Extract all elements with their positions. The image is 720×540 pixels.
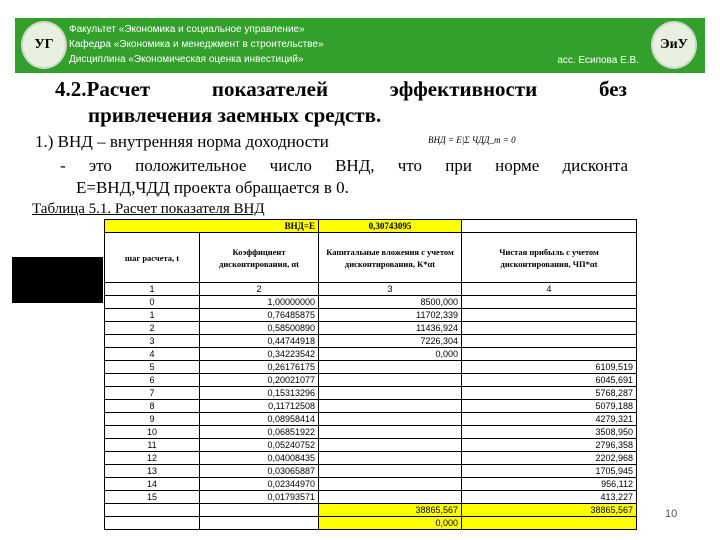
table-cell: 4279,321 — [462, 413, 637, 426]
table-cell — [319, 400, 462, 413]
col-number: 3 — [319, 283, 462, 296]
table-cell: 6 — [105, 374, 200, 387]
table-cell: 5079,188 — [462, 400, 637, 413]
table-caption: Таблица 5.1. Расчет показателя ВНД — [32, 201, 265, 217]
empty-cell — [105, 504, 200, 517]
table-cell — [319, 439, 462, 452]
table-cell: 0,04008435 — [200, 452, 319, 465]
table-row — [105, 400, 637, 413]
table-cell — [319, 465, 462, 478]
table-row — [105, 374, 637, 387]
department-logo: ЭиУ — [651, 21, 697, 69]
table-cell: 1,00000000 — [200, 296, 319, 309]
table-cell: 0,08958414 — [200, 413, 319, 426]
slide-title: 4.2.Расчет показателей эффективности без — [55, 77, 627, 101]
table-row — [105, 309, 637, 322]
header-step: шаг расчета, t — [105, 233, 200, 283]
table-cell: 5768,287 — [462, 387, 637, 400]
table-cell: 0,01793571 — [200, 491, 319, 504]
header-banner — [15, 18, 705, 73]
empty-cell — [462, 517, 637, 530]
table-cell: 10 — [105, 426, 200, 439]
table-cell: 6045,691 — [462, 374, 637, 387]
author: асс. Есипова Е.В. — [557, 55, 639, 66]
table-cell — [462, 309, 637, 322]
irr-table — [104, 219, 637, 530]
table-cell: 15 — [105, 491, 200, 504]
col-number: 2 — [200, 283, 319, 296]
header-profit: Чистая прибыль с учетом дисконтирования, ЧП*αt — [462, 233, 637, 283]
table-row — [105, 348, 637, 361]
empty-cell — [105, 517, 200, 530]
table-cell: 956,112 — [462, 478, 637, 491]
table-cell: 0,26176175 — [200, 361, 319, 374]
university-logo: УГ — [21, 21, 67, 69]
table-row — [105, 335, 637, 348]
table-cell: 7226,304 — [319, 335, 462, 348]
table-cell — [462, 296, 637, 309]
table-row — [105, 296, 637, 309]
npv-difference: 0,000 — [319, 517, 462, 530]
definition-text: - это положительное число ВНД, что при норме дисконта — [60, 156, 628, 175]
table-row — [105, 465, 637, 478]
table-cell: 11436,924 — [319, 322, 462, 335]
table-cell: 0,000 — [319, 348, 462, 361]
header-discount-factor: Коэффициент дисконтирования, αt — [200, 233, 319, 283]
table-cell: 1 — [105, 309, 200, 322]
table-cell: 0,11712508 — [200, 400, 319, 413]
summary-row — [105, 504, 637, 517]
table-cell: 0,20021077 — [200, 374, 319, 387]
table-row — [105, 413, 637, 426]
table-cell — [462, 348, 637, 361]
table-cell: 0 — [105, 296, 200, 309]
table-cell: 3 — [105, 335, 200, 348]
department-line: Кафедра «Экономика и менеджмент в строительстве» — [69, 39, 324, 50]
definition-text-2: Е=ВНД,ЧДД проекта обращается в 0. — [76, 178, 349, 197]
table-cell: 8 — [105, 400, 200, 413]
table-cell — [319, 452, 462, 465]
table-row — [105, 322, 637, 335]
table-row — [105, 439, 637, 452]
table-cell — [319, 387, 462, 400]
table-cell: 8500,000 — [319, 296, 462, 309]
table-row — [105, 426, 637, 439]
table-cell: 4 — [105, 348, 200, 361]
table-cell: 2 — [105, 322, 200, 335]
table-cell: 1705,945 — [462, 465, 637, 478]
table-row — [105, 452, 637, 465]
table-cell: 5 — [105, 361, 200, 374]
table-cell: 13 — [105, 465, 200, 478]
page-number: 10 — [665, 508, 678, 520]
table-cell: 2796,358 — [462, 439, 637, 452]
table-row — [105, 387, 637, 400]
table-row — [105, 478, 637, 491]
col-number: 1 — [105, 283, 200, 296]
irr-formula: ВНД = E|Σ ЧДД_m = 0 — [428, 135, 516, 145]
table-cell: 2202,968 — [462, 452, 637, 465]
table-cell: 7 — [105, 387, 200, 400]
table-cell — [319, 374, 462, 387]
table-cell: 14 — [105, 478, 200, 491]
discipline-line: Дисциплина «Экономическая оценка инвестиций» — [69, 54, 304, 65]
table-cell: 0,05240752 — [200, 439, 319, 452]
irr-label: ВНД=Е — [105, 220, 319, 233]
col-number: 4 — [462, 283, 637, 296]
table-row — [105, 361, 637, 374]
table-cell — [462, 335, 637, 348]
table-cell: 0,76485875 — [200, 309, 319, 322]
irr-value: 0,30743095 — [319, 220, 462, 233]
table-cell: 11 — [105, 439, 200, 452]
empty-cell — [200, 517, 319, 530]
table-cell: 0,44744918 — [200, 335, 319, 348]
table-cell — [319, 361, 462, 374]
slide-title-line2: привлечения заемных средств. — [88, 103, 382, 127]
table-cell: 3508,950 — [462, 426, 637, 439]
table-cell — [319, 491, 462, 504]
table-cell: 6109,519 — [462, 361, 637, 374]
table-cell: 12 — [105, 452, 200, 465]
table-cell: 9 — [105, 413, 200, 426]
header-capital: Капитальные вложения с учетом дисконтирования, К*αt — [319, 233, 462, 283]
table-cell: 0,03065887 — [200, 465, 319, 478]
table-cell — [462, 322, 637, 335]
faculty-line: Факультет «Экономика и социальное управление» — [69, 24, 305, 35]
table-cell: 0,34223542 — [200, 348, 319, 361]
table-cell: 0,58500890 — [200, 322, 319, 335]
table-cell: 11702,339 — [319, 309, 462, 322]
empty-cell — [462, 220, 637, 233]
table-cell: 0,06851922 — [200, 426, 319, 439]
black-box — [12, 257, 103, 303]
sum-capital: 38865,567 — [319, 504, 462, 517]
table-cell — [319, 413, 462, 426]
sum-profit: 38865,567 — [462, 504, 637, 517]
table-cell: 0,02344970 — [200, 478, 319, 491]
table-cell — [319, 478, 462, 491]
definition-heading: 1.) ВНД – внутренняя норма доходности — [35, 132, 329, 151]
table-cell: 413,227 — [462, 491, 637, 504]
table-row — [105, 491, 637, 504]
empty-cell — [200, 504, 319, 517]
table-cell — [319, 426, 462, 439]
summary-row — [105, 517, 637, 530]
table-cell: 0,15313296 — [200, 387, 319, 400]
